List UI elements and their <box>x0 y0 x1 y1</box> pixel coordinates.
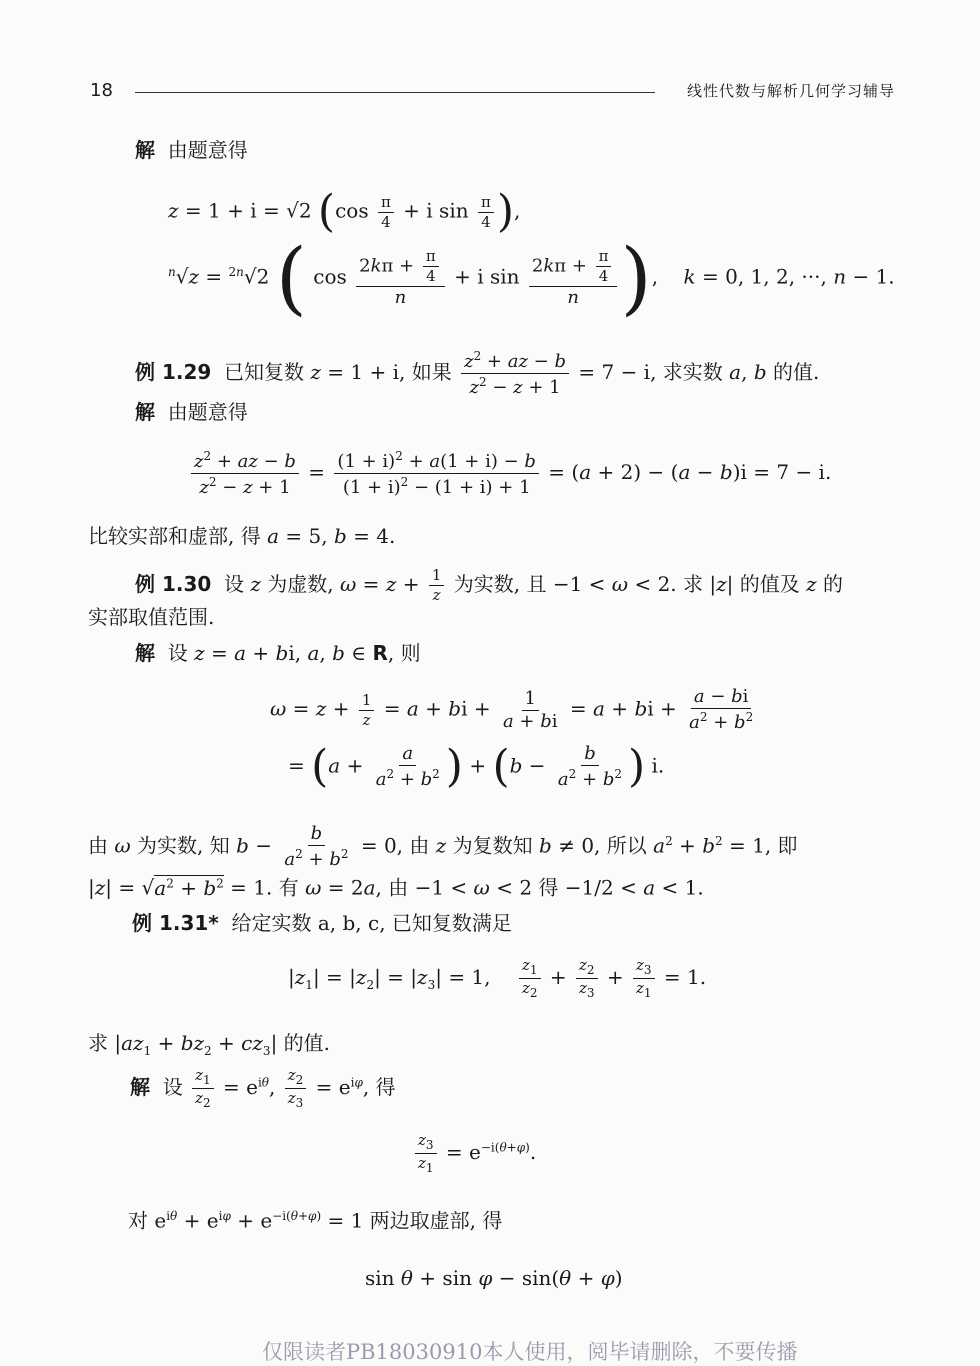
solution-1-30-intro: 解 设 z = a + bi, a, b ∈ R, 则 <box>135 641 421 665</box>
step-imaginary-part: 对 $e^{i\theta} + e^{i\varphi} + e^{-i(\theta+\varphi)} = 1$ 两边取虚部, 得 <box>128 1208 503 1233</box>
solution-1-31-intro: 解 设 $\frac{z_1}{z_2}$ = $e^{i\theta}$, $\frac{z_2}{z_3}$ = $e^{i\varphi}$, 得 <box>130 1066 396 1110</box>
equation-omega-1: ω = z + $\frac{1}{z}$ = a + bi + $\frac{1}{a + bi}$ = a + bi + $\frac{a - bi}{a^2 + b^2}$ <box>270 686 754 733</box>
header-rule <box>135 92 655 93</box>
equation-z-polar: z = 1 + i = √2 (cos $\frac{\pi}{4}$ + i sin $\frac{\pi}{4}$ ), <box>168 186 521 237</box>
book-title: 线性代数与解析几何学习辅导 <box>686 82 895 100</box>
derivation-1-30-a: 由 ω 为实数, 知 b − $\frac{b}{a^2 + b^2}$ = 0, 由 z 为复数知 b ≠ 0, 所以 $a^2 + b^2 = 1$, 即 <box>88 823 798 870</box>
solution-intro-2: 解 由题意得 <box>135 400 248 424</box>
equation-1-29: $\frac{z^2 + az - b}{z^2 - z + 1}$ = $\frac{(1 + i)^2 + a(1 + i) - b}{(1 + i)^2 - (1 + i) + 1}$ = (a + 2) − (a − b)i = 7 − i. <box>188 450 831 497</box>
equation-omega-2: = (a + $\frac{a}{a^2 + b^2}$ ) + (b − $\frac{b}{a^2 + b^2}$ ) i. <box>288 741 665 792</box>
derivation-1-30-b: $|z| = √a^2 + b^2 = 1$. 有 ω = 2a, 由 −1 < ω < 2 得 −1/2 < a < 1. <box>88 875 704 900</box>
example-1-30: 例 1.30 设 z 为虚数, ω = z + $\frac{1}{z}$ 为实数, 且 −1 < ω < 2. 求 |z| 的值及 z 的 <box>135 566 844 604</box>
example-1-31: 例 1.31* 给定实数 a, b, c, 已知复数满足 <box>132 911 512 935</box>
equation-z3-over-z1: $\frac{z_3}{z_1}$ = $e^{-i(\theta+\varphi)}$. <box>412 1133 536 1174</box>
example-1-29: 例 1.29 已知复数 z = 1 + i, 如果 $\frac{z^2 + az - b}{z^2 - z + 1}$ = 7 − i, 求实数 a, b 的值. <box>135 349 820 398</box>
equation-1-31-given: $|z_1| = |z_2| = |z_3| = 1$, $\frac{z_1}{z_2}$ + $\frac{z_2}{z_3}$ + $\frac{z_3}{z_1}$ = 1. <box>288 956 707 1000</box>
example-1-30-cont: 实部取值范围. <box>88 605 215 629</box>
equation-sin-sum: sin θ + sin φ − sin(θ + φ) <box>365 1266 623 1290</box>
page-header <box>90 80 895 108</box>
equation-nth-root: $^n$√z = $^{2n}$√2 ( cos 2kπ + $\frac{\pi}{4}$ n + i sin 2kπ + $\frac{\pi}{4}$ n ), k = 0, 1, 2, ···, n − 1. <box>168 231 895 324</box>
watermark: 仅限读者PB18030910本人使用，阅毕请删除，不要传播 <box>262 1340 798 1364</box>
page-number: 18 <box>90 80 113 101</box>
question-1-31: 求 $|az_1 + bz_2 + cz_3|$ 的值. <box>88 1031 331 1058</box>
solution-intro-1: 解 由题意得 <box>135 138 248 162</box>
conclusion-1-29: 比较实部和虚部, 得 a = 5, b = 4. <box>88 524 396 548</box>
